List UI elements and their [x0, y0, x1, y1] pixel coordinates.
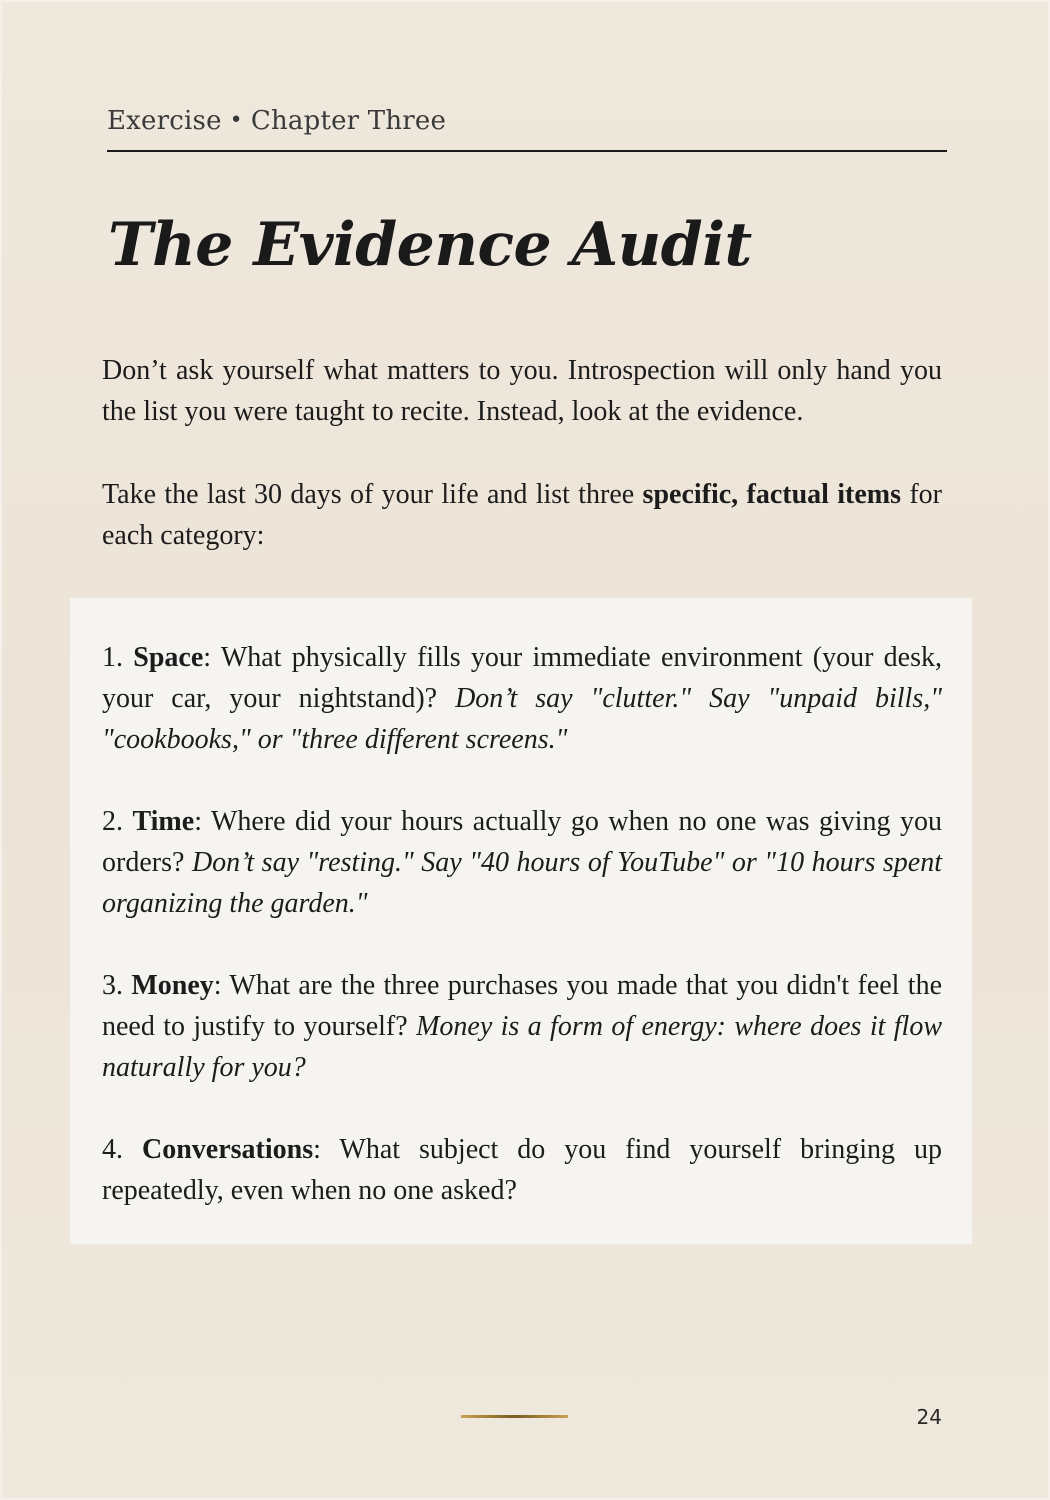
exercise-item-space [102, 637, 942, 760]
item-example: Money is a form of energy: where does it flow naturally for you? [102, 1011, 942, 1083]
item-question: : Where did your hours actually go when no one was giving you orders? [102, 806, 942, 878]
intro-paragraph-1: Don’t ask yourself what matters to you. Introspection will only hand you the list you were taught to recite. Instead, look at the evidence. [102, 355, 942, 427]
item-question: : What are the three purchases you made that you didn't feel the need to justify to yourself? [102, 970, 943, 1042]
page-title: The Evidence Audit [108, 210, 752, 280]
item-number: 4. [102, 1134, 142, 1165]
intro-paragraph-2-start: Take the last 30 days of your life and list three [102, 479, 643, 510]
intro-paragraph-2 [102, 474, 942, 556]
item-number: 2. [102, 806, 133, 837]
exercise-item-conversations [102, 1129, 942, 1211]
exercise-box [70, 598, 972, 1244]
running-header [107, 102, 947, 152]
header-chapter: Chapter Three [250, 106, 447, 136]
item-label: Conversations [142, 1134, 314, 1165]
item-question: : What physically fills your immediate environment (your desk, your car, your nightstand)? [102, 642, 942, 714]
item-example: Don’t say "clutter." Say "unpaid bills," "cookbooks," or "three different screens." [102, 683, 942, 755]
intro-paragraph-2-emphasis: specific, factual items [642, 479, 902, 510]
item-label: Time [132, 806, 195, 837]
page-number: 24 [916, 1405, 942, 1429]
item-number: 3. [102, 970, 132, 1001]
header-section: Exercise [107, 106, 222, 136]
header-text [107, 106, 446, 136]
footer-ornament-rule [461, 1415, 568, 1418]
header-separator: • [229, 108, 243, 133]
item-example: Don’t say "resting." Say "40 hours of YouTube" or "10 hours spent organizing the garden." [102, 847, 943, 919]
item-number: 1. [102, 642, 134, 673]
item-label: Space [133, 642, 204, 673]
item-question: : What subject do you find yourself bringing up repeatedly, even when no one asked? [102, 1134, 942, 1206]
item-label: Money [131, 970, 214, 1001]
intro-paragraph-2-end: for each category: [102, 479, 942, 551]
exercise-item-time [102, 801, 942, 924]
exercise-item-money [102, 965, 942, 1088]
